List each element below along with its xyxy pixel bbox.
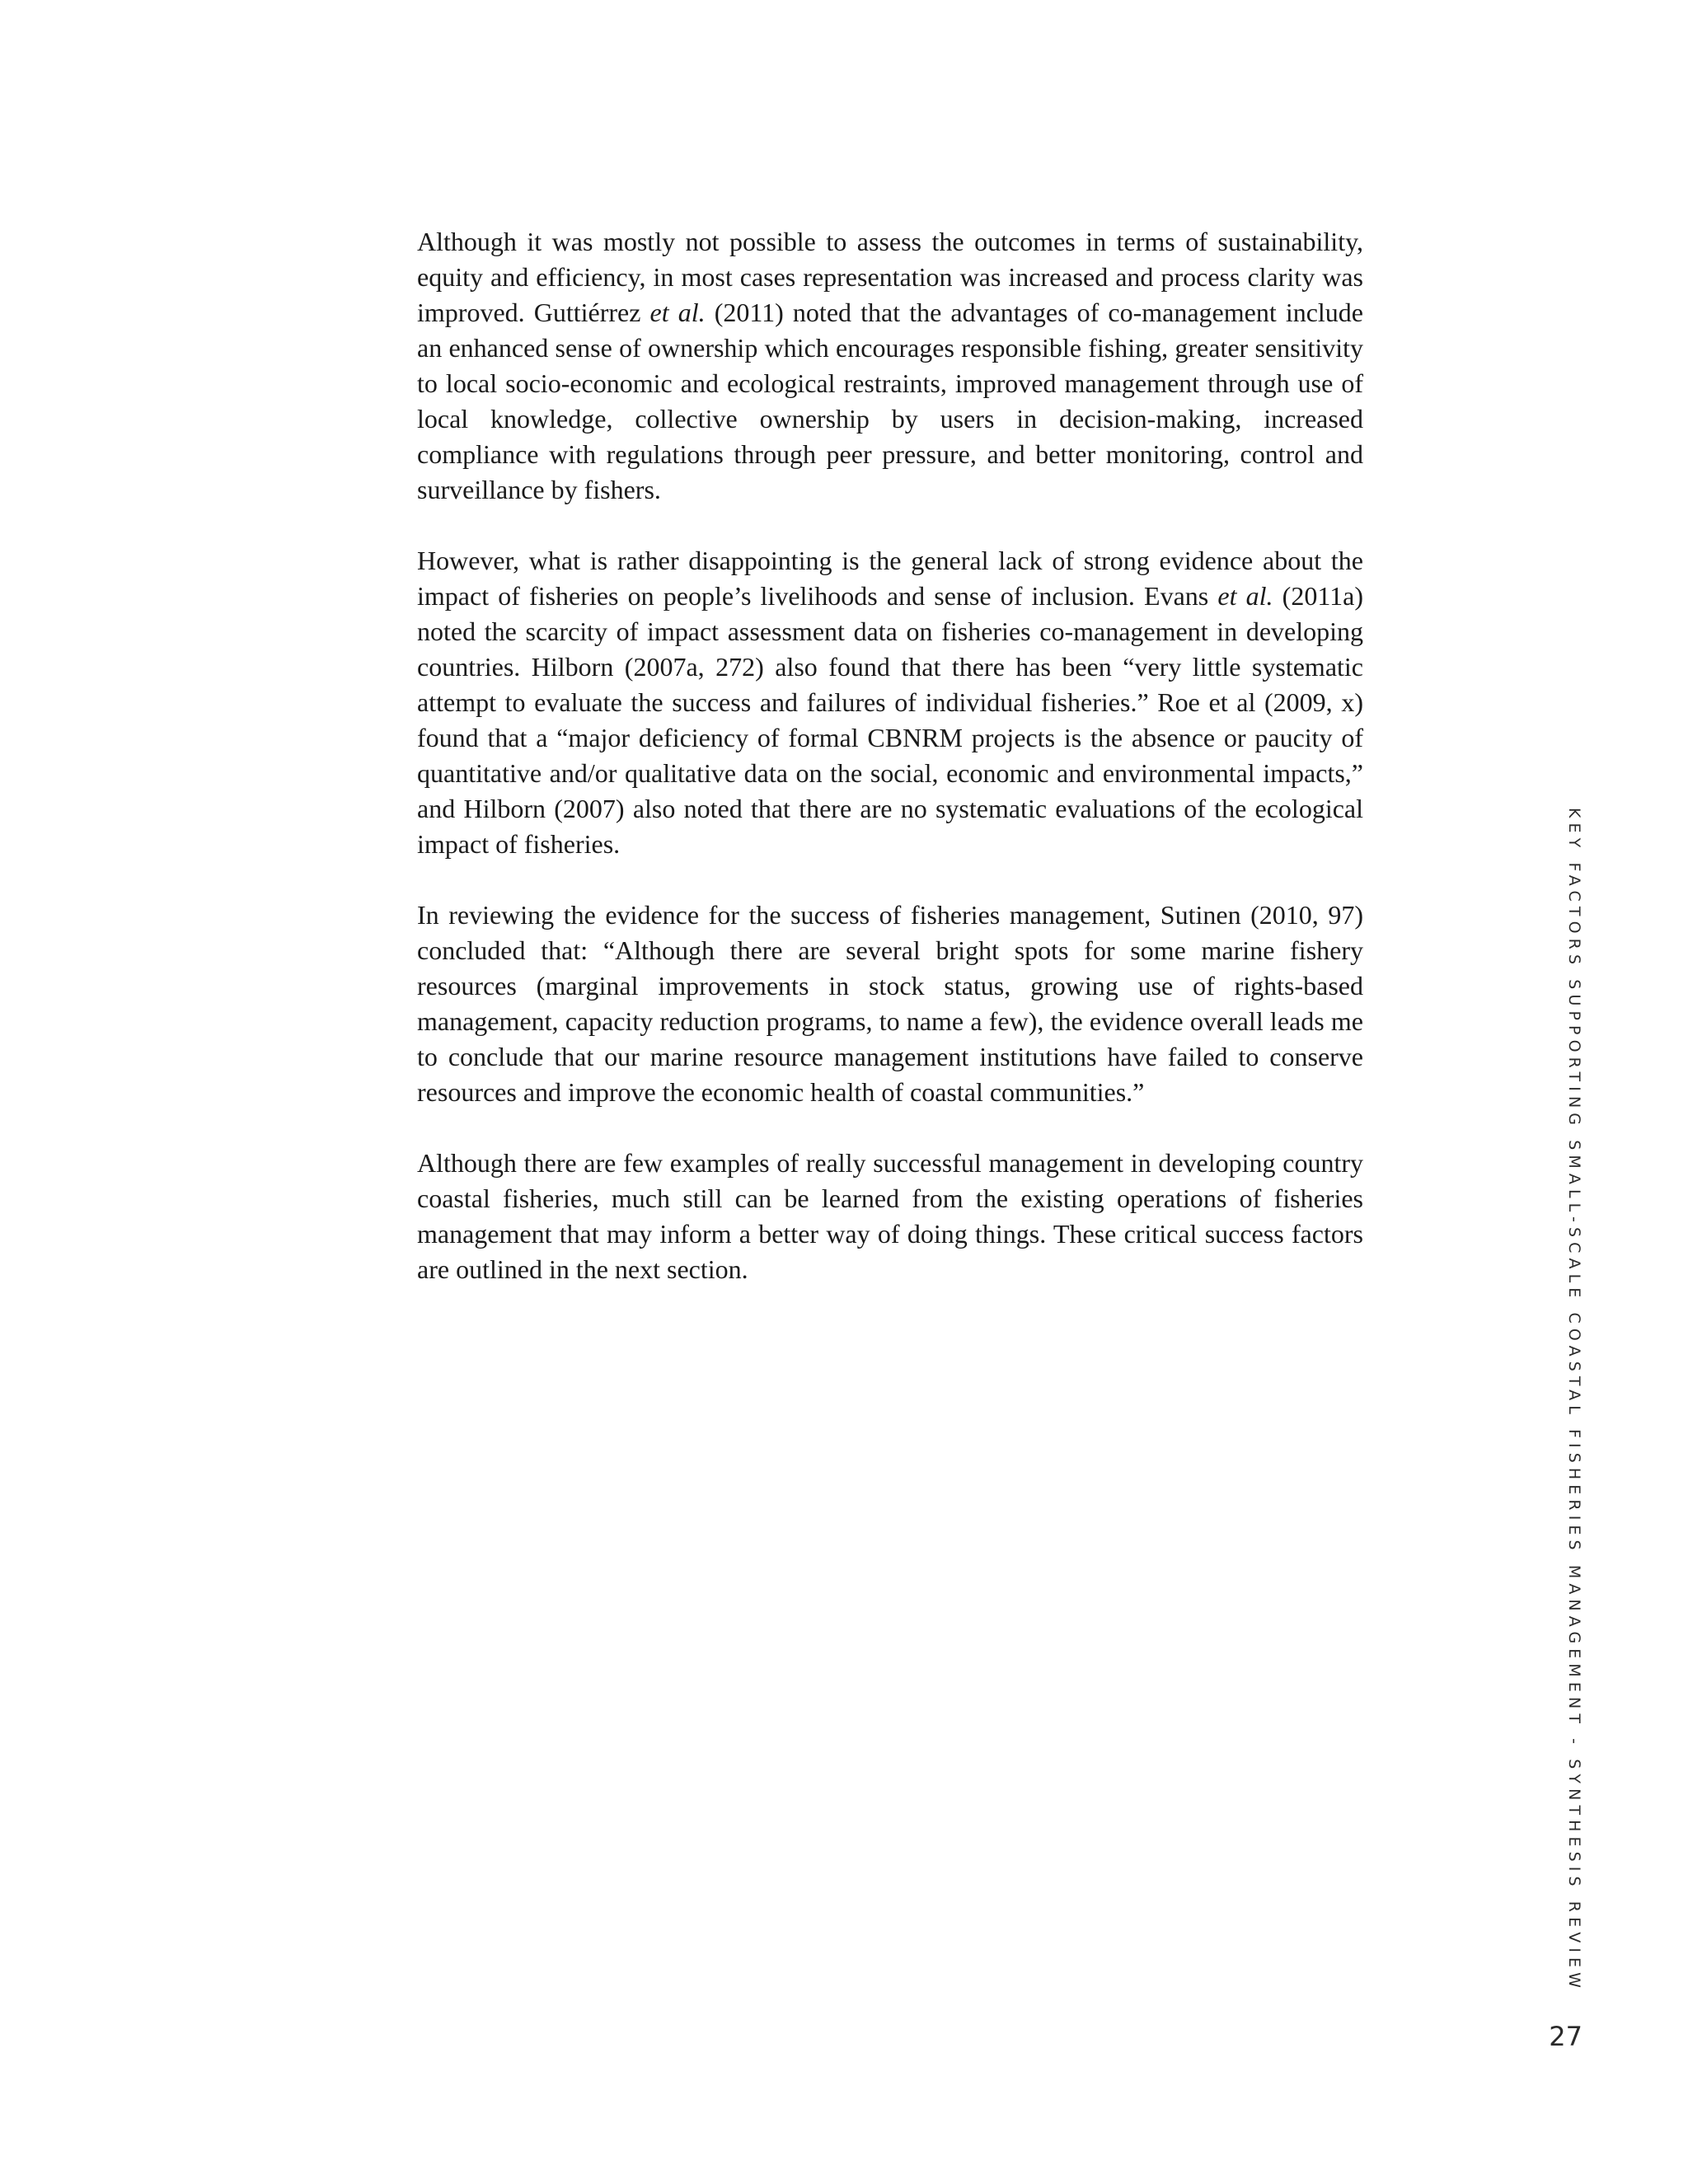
body-text	[417, 224, 1363, 1323]
paragraph-1	[417, 224, 1363, 508]
paragraph-3: In reviewing the evidence for the success of fisheries management, Sutinen (2010, 97) concluded that: “Although there are several bright spots for some marine fishery resources (marginal improvements in stock status, growing use of rights-based management, capacity reduction programs, to name a few), the evidence overall leads me to conclude that our marine resource management institutions have failed to conserve resources and improve the economic health of coastal communities.”	[417, 900, 1363, 1107]
page-number: 27	[1549, 2021, 1582, 2052]
paragraph-2-text-b: (2011a) noted the scarcity of impact assessment data on fisheries co-management in developing countries. Hilborn (2007a, 272) also found that there has been “very little systematic attempt to evaluate the success and failures of individual fisheries.” Roe et al (2009, x) found that a “major deficiency of formal CBNRM projects is the absence or paucity of quantitative and/or qualitative data on the social, economic and environmental impacts,” and Hilborn (2007) also noted that there are no systematic evaluations of the ecological impact of fisheries.	[417, 581, 1364, 859]
paragraph-1-text-a: Although it was mostly not possible to assess the outcomes in terms of sustainability, equity and efficiency, in most cases representation was increased and process clarity was improved. Guttiérrez	[417, 227, 1363, 327]
running-head	[1564, 808, 1584, 1994]
running-head-text: KEY FACTORS SUPPORTING SMALL-SCALE COASTAL FISHERIES MANAGEMENT - SYNTHESIS REVIEW	[1565, 808, 1583, 1994]
paragraph-4: Although there are few examples of really successful management in developing country coastal fisheries, much still can be learned from the existing operations of fisheries management that may inform a better way of doing things. These critical success factors are outlined in the next section.	[417, 1148, 1363, 1284]
paragraph-2-citation-italic: et al.	[1217, 581, 1273, 611]
paragraph-2-text-a: However, what is rather disappointing is the general lack of strong evidence about the impact of fisheries on people’s livelihoods and sense of inclusion. Evans	[417, 546, 1363, 611]
paragraph-1-citation-italic: et al.	[649, 298, 706, 327]
paragraph-2	[417, 543, 1363, 862]
paragraph-1-text-b: (2011) noted that the advantages of co-management include an enhanced sense of ownership which encourages responsible fishing, greater sensitivity to local socio-economic and ecological restraints, improved management through use of local knowledge, collective ownership by users in decision-making, increased compliance with regulations through peer pressure, and better monitoring, control and surveillance by fishers.	[417, 298, 1363, 504]
